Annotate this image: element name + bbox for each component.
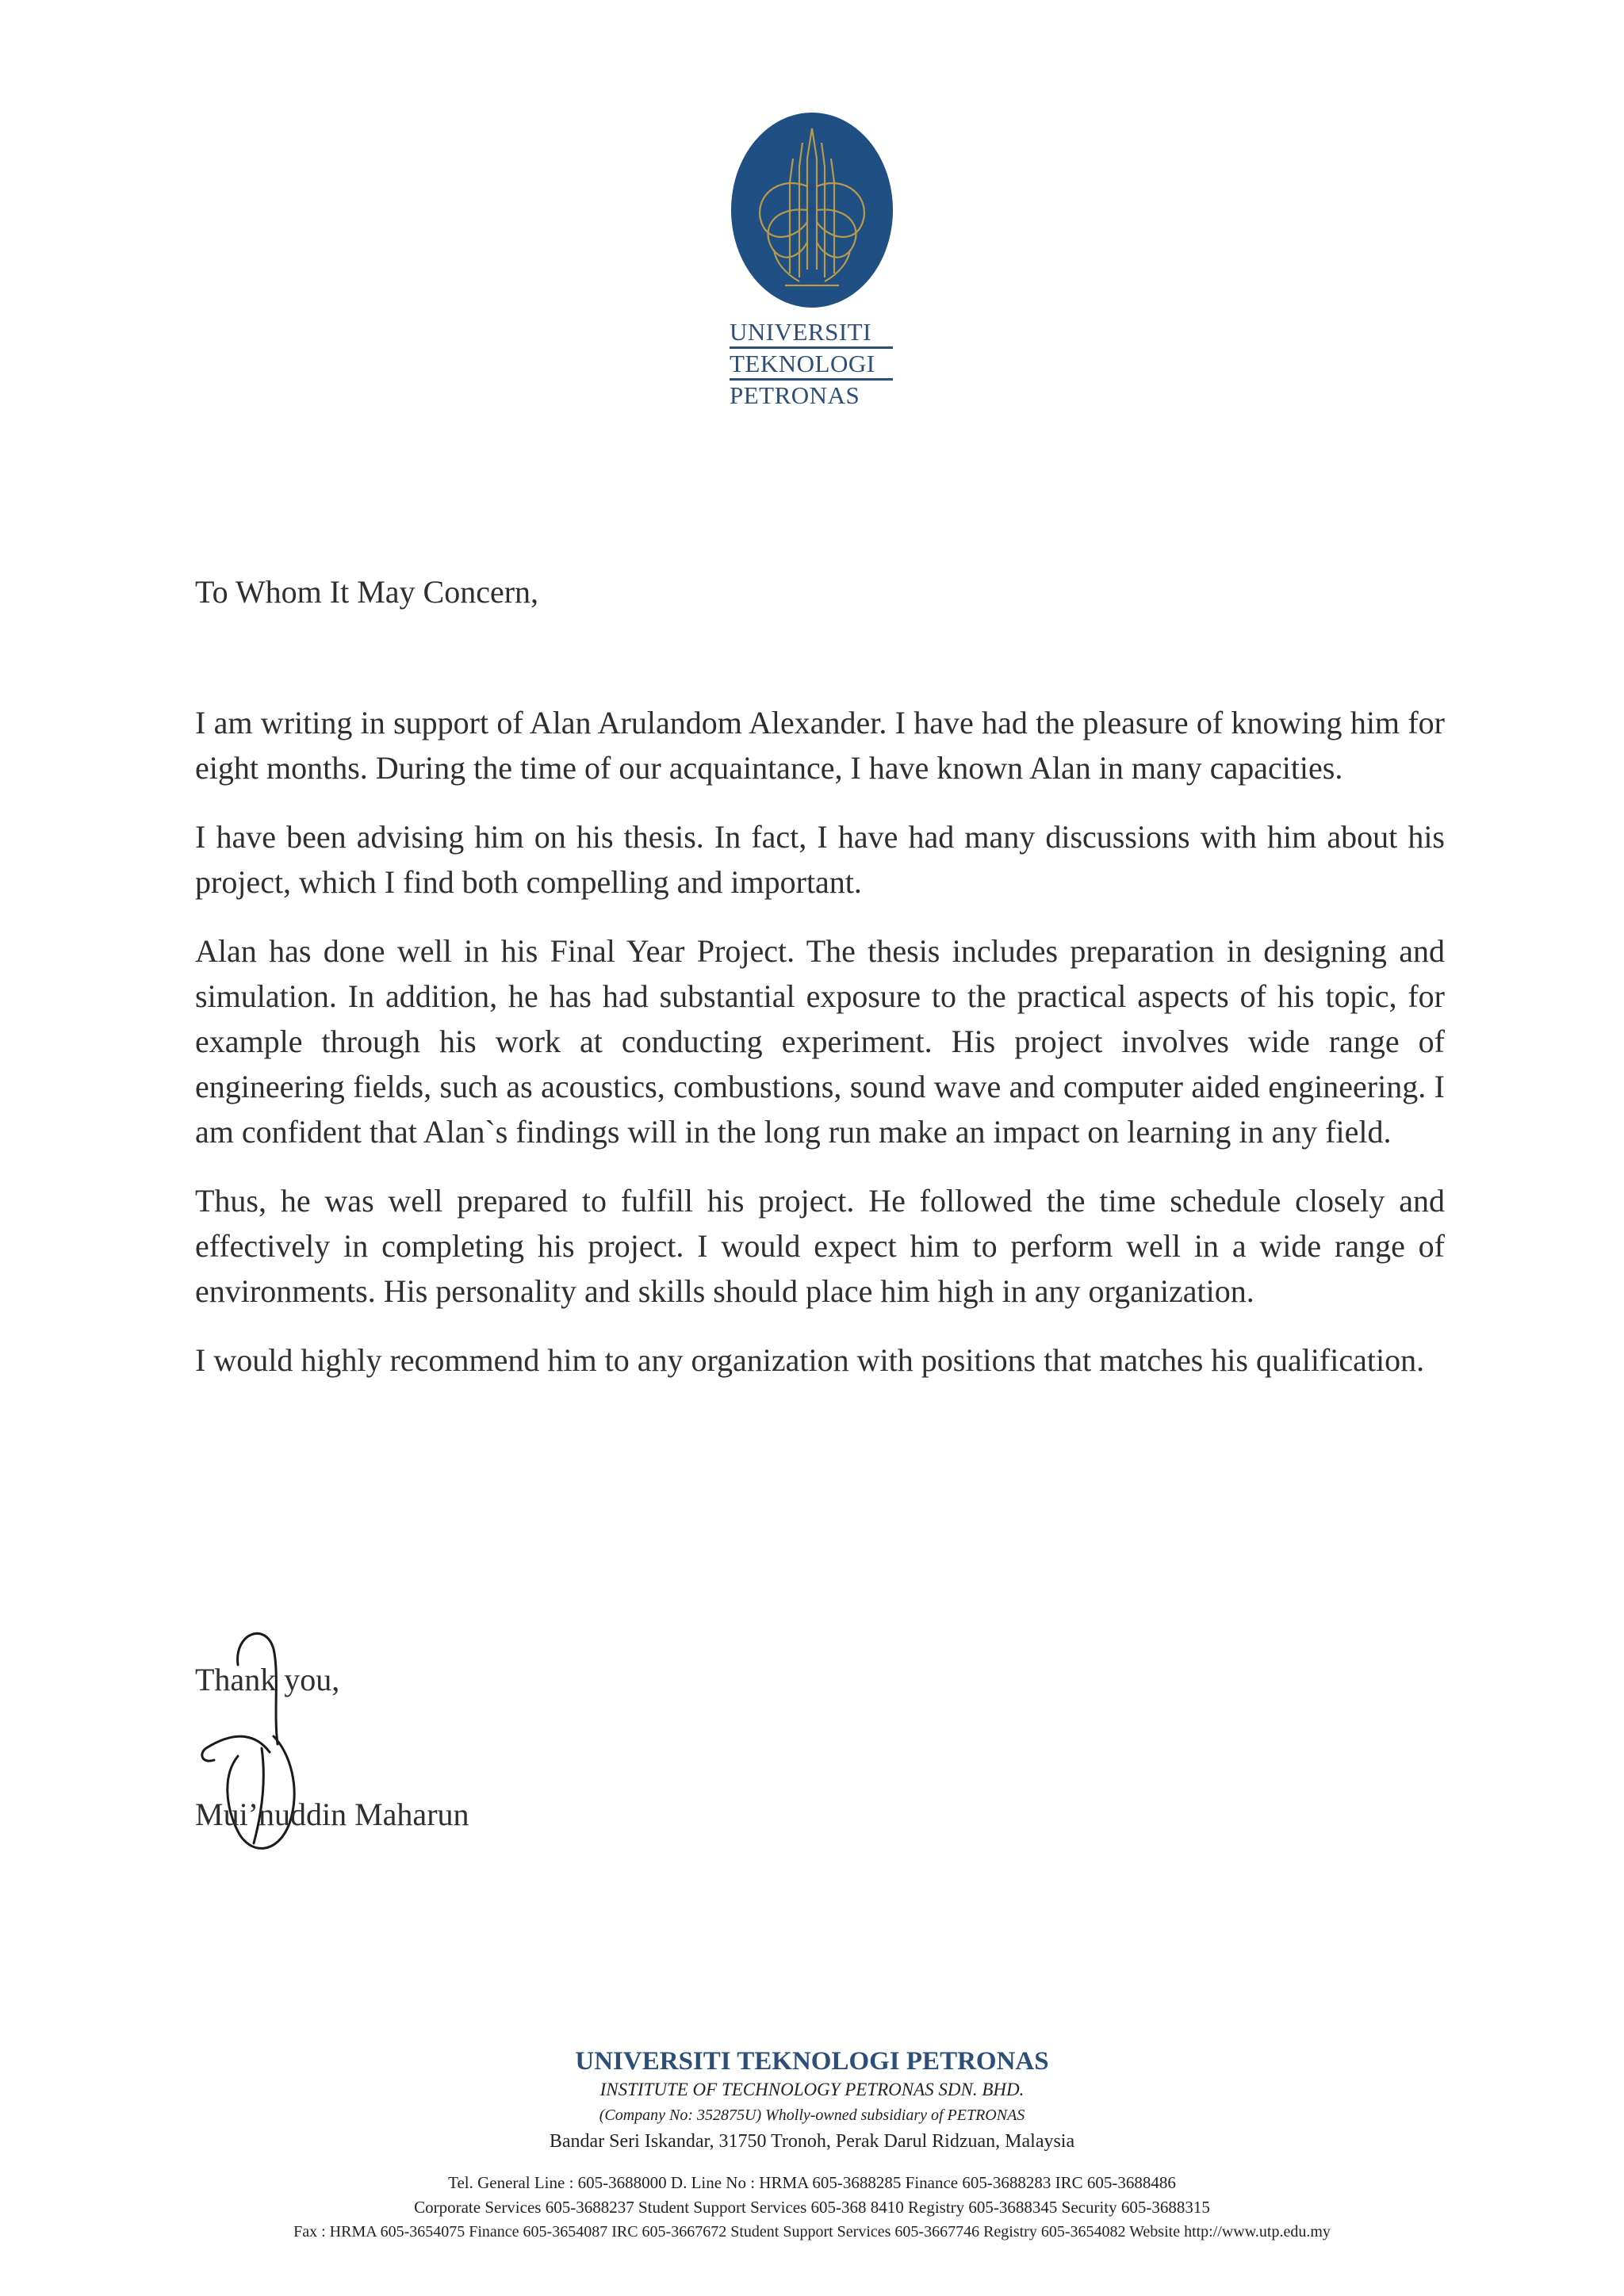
wordmark-line-3: PETRONAS [730,381,860,409]
footer-contact-line-2: Corporate Services 605-3688237 Student Support Services 605-368 8410 Registry 605-3688345 Security 605-3688315 [414,2198,1210,2217]
paragraph-5: I would highly recommend him to any organization with positions that matches his qualification. [195,1342,1425,1378]
wordmark-line-1: UNIVERSITI [730,319,893,349]
paragraph-2: I have been advising him on his thesis. In fact, I have had many discussions with him about his project, which I find both compelling and important. [195,819,1445,900]
handwritten-signature [190,1617,325,1879]
footer-contact-line-3: Fax : HRMA 605-3654075 Finance 605-3654087 IRC 605-3667672 Student Support Services 605-3667746 Registry 605-3654082 Website http://www.utp.edu.my [293,2223,1331,2241]
paragraph-1: I am writing in support of Alan Arulandom Alexander. I have had the pleasure of knowing him for eight months. During the time of our acquaintance, I have known Alan in many capacities. [195,705,1445,786]
signer-name: Mui’nuddin Maharun [195,1797,469,1832]
footer-institute: INSTITUTE OF TECHNOLOGY PETRONAS SDN. BHD. [599,2080,1025,2099]
wordmark-line-2: TEKNOLOGI [730,350,893,381]
university-wordmark [730,319,896,408]
footer-company-info: (Company No: 352875U) Wholly-owned subsidiary of PETRONAS [599,2107,1025,2124]
letter-body [195,569,1445,1406]
utp-emblem-icon [730,111,894,309]
letterhead-footer [0,2045,1624,2244]
salutation: To Whom It May Concern, [195,574,539,610]
footer-org-name: UNIVERSITI TEKNOLOGI PETRONAS [575,2047,1049,2076]
footer-address: Bandar Seri Iskandar, 31750 Tronoh, Perak Darul Ridzuan, Malaysia [549,2131,1075,2152]
closing: Thank you, [195,1662,340,1697]
footer-contact-line-1: Tel. General Line : 605-3688000 D. Line No : HRMA 605-3688285 Finance 605-3688283 IRC 605-3688486 [448,2173,1176,2192]
paragraph-3: Alan has done well in his Final Year Project. The thesis includes preparation in designing and simulation. In addition, he has had substantial exposure to the practical aspects of his topic, for example through his work at conducting experiment. His project involves wide range of engineering fields, such as acoustics, combustions, sound wave and computer aided engineering. I am confident that Alan`s findings will in the long run make an impact on learning in any field. [195,933,1445,1150]
paragraph-4: Thus, he was well prepared to fulfill his project. He followed the time schedule closely and effectively in completing his project. I would expect him to perform well in a wide range of environments. His personality and skills should place him high in any organization. [195,1183,1445,1309]
